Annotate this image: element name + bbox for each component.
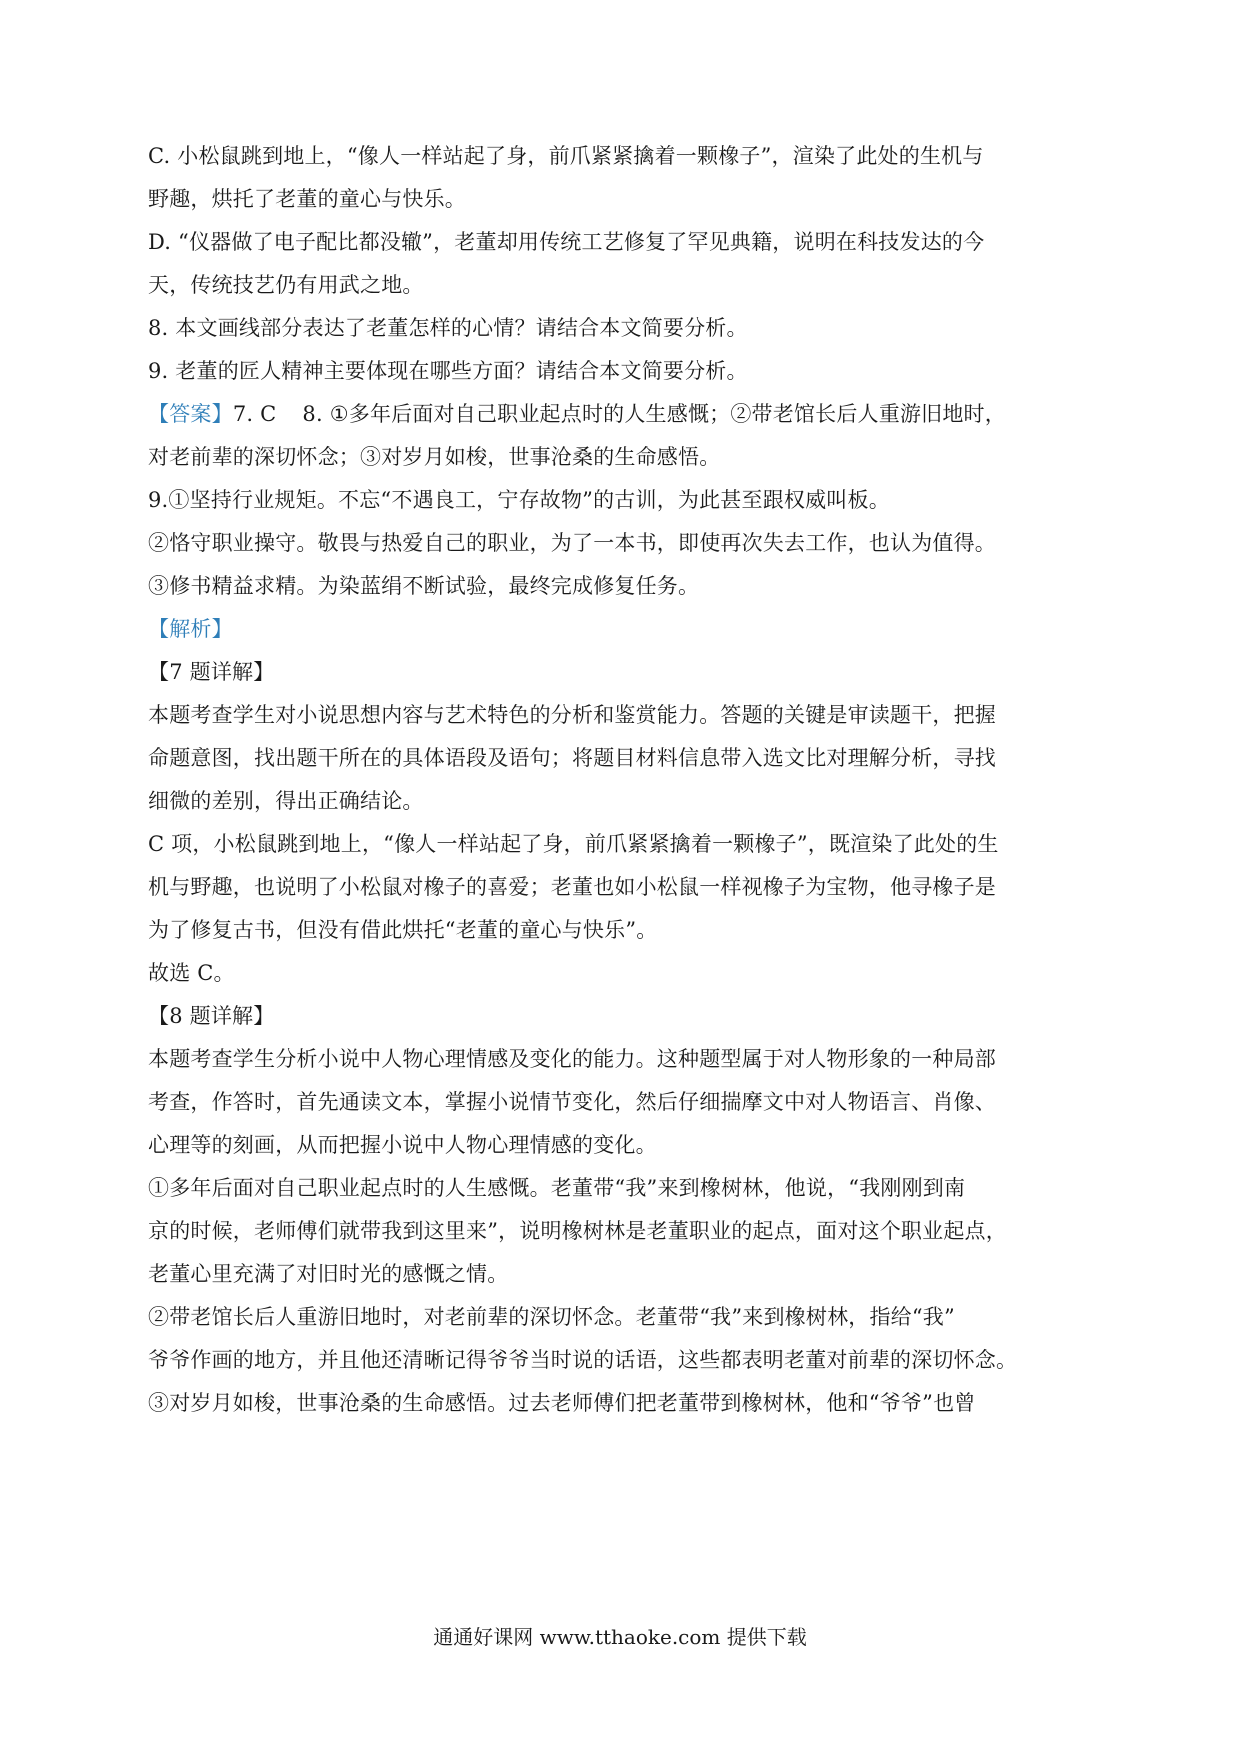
q7-detail-line-3: 细微的差别，得出正确结论。 (148, 789, 424, 813)
answer-tag: 【答案】 (148, 402, 233, 426)
q8-detail-line-3: 心理等的刻画，从而把握小说中人物心理情感的变化。 (148, 1133, 657, 1157)
option-d-line-1: D. “仪器做了电子配比都没辙”，老董却用传统工艺修复了罕见典籍，说明在科技发达的今 (148, 230, 985, 254)
q7-detail-heading: 【7 题详解】 (148, 660, 275, 684)
q8-detail-line-6: 老董心里充满了对旧时光的感慨之情。 (148, 1262, 509, 1286)
answer-q9-2: ②恪守职业操守。敬畏与热爱自己的职业，为了一本书，即使再次失去工作，也认为值得。 (148, 531, 996, 555)
q7-detail-line-6: 为了修复古书，但没有借此烘托“老董的童心与快乐”。 (148, 918, 658, 942)
option-c-line-1: C. 小松鼠跳到地上，“像人一样站起了身，前爪紧紧擒着一颗橡子”，渲染了此处的生机与 (148, 144, 984, 168)
answer-line (148, 399, 1006, 429)
q7-detail-line-2: 命题意图，找出题干所在的具体语段及语句；将题目材料信息带入选文比对理解分析，寻找 (148, 746, 996, 770)
q8-detail-heading: 【8 题详解】 (148, 1004, 275, 1028)
answer-q9-1: 9.①坚持行业规矩。不忘“不遇良工，宁存故物”的古训，为此甚至跟权威叫板。 (148, 488, 890, 512)
answer-q9-3: ③修书精益求精。为染蓝绢不断试验，最终完成修复任务。 (148, 574, 700, 598)
q7-detail-line-5: 机与野趣，也说明了小松鼠对橡子的喜爱；老董也如小松鼠一样视橡子为宝物，他寻橡子是 (148, 875, 996, 899)
q7-detail-line-4: C 项，小松鼠跳到地上，“像人一样站起了身，前爪紧紧擒着一颗橡子”，既渲染了此处的生 (148, 832, 999, 856)
q8-detail-line-8: 爷爷作画的地方，并且他还清晰记得爷爷当时说的话语，这些都表明老董对前辈的深切怀念。 (148, 1348, 1018, 1372)
page-footer: 通通好课网 www.tthaoke.com 提供下载 (433, 1625, 807, 1649)
question-9: 9. 老董的匠人精神主要体现在哪些方面？请结合本文简要分析。 (148, 359, 748, 383)
analysis-tag: 【解析】 (148, 617, 233, 641)
q7-detail-line-7: 故选 C。 (148, 961, 235, 985)
q8-detail-line-5: 京的时候，老师傅们就带我到这里来”，说明橡树林是老董职业的起点，面对这个职业起点， (148, 1219, 1007, 1243)
answer-q8-cont: 对老前辈的深切怀念；③对岁月如梭，世事沧桑的生命感悟。 (148, 445, 721, 469)
option-c-line-2: 野趣，烘托了老董的童心与快乐。 (148, 187, 466, 211)
q8-detail-line-1: 本题考查学生分析小说中人物心理情感及变化的能力。这种题型属于对人物形象的一种局部 (148, 1047, 996, 1071)
q7-detail-line-1: 本题考查学生对小说思想内容与艺术特色的分析和鉴赏能力。答题的关键是审读题干，把握 (148, 703, 996, 727)
option-d-line-2: 天，传统技艺仍有用武之地。 (148, 273, 424, 297)
q8-detail-line-7: ②带老馆长后人重游旧地时，对老前辈的深切怀念。老董带“我”来到橡树林，指给“我” (148, 1305, 955, 1329)
answer-q7: 7. C (232, 402, 277, 426)
q8-detail-line-9: ③对岁月如梭，世事沧桑的生命感悟。过去老师傅们把老董带到橡树林，他和“爷爷”也曾 (148, 1391, 976, 1415)
question-8: 8. 本文画线部分表达了老董怎样的心情？请结合本文简要分析。 (148, 316, 748, 340)
answer-q8: 8. ①多年后面对自己职业起点时的人生感慨；②带老馆长后人重游旧地时， (302, 402, 1006, 426)
q8-detail-line-2: 考查，作答时，首先通读文本，掌握小说情节变化，然后仔细揣摩文中对人物语言、肖像、 (148, 1090, 996, 1114)
q8-detail-line-4: ①多年后面对自己职业起点时的人生感慨。老董带“我”来到橡树林，他说，“我刚刚到南 (148, 1176, 966, 1200)
